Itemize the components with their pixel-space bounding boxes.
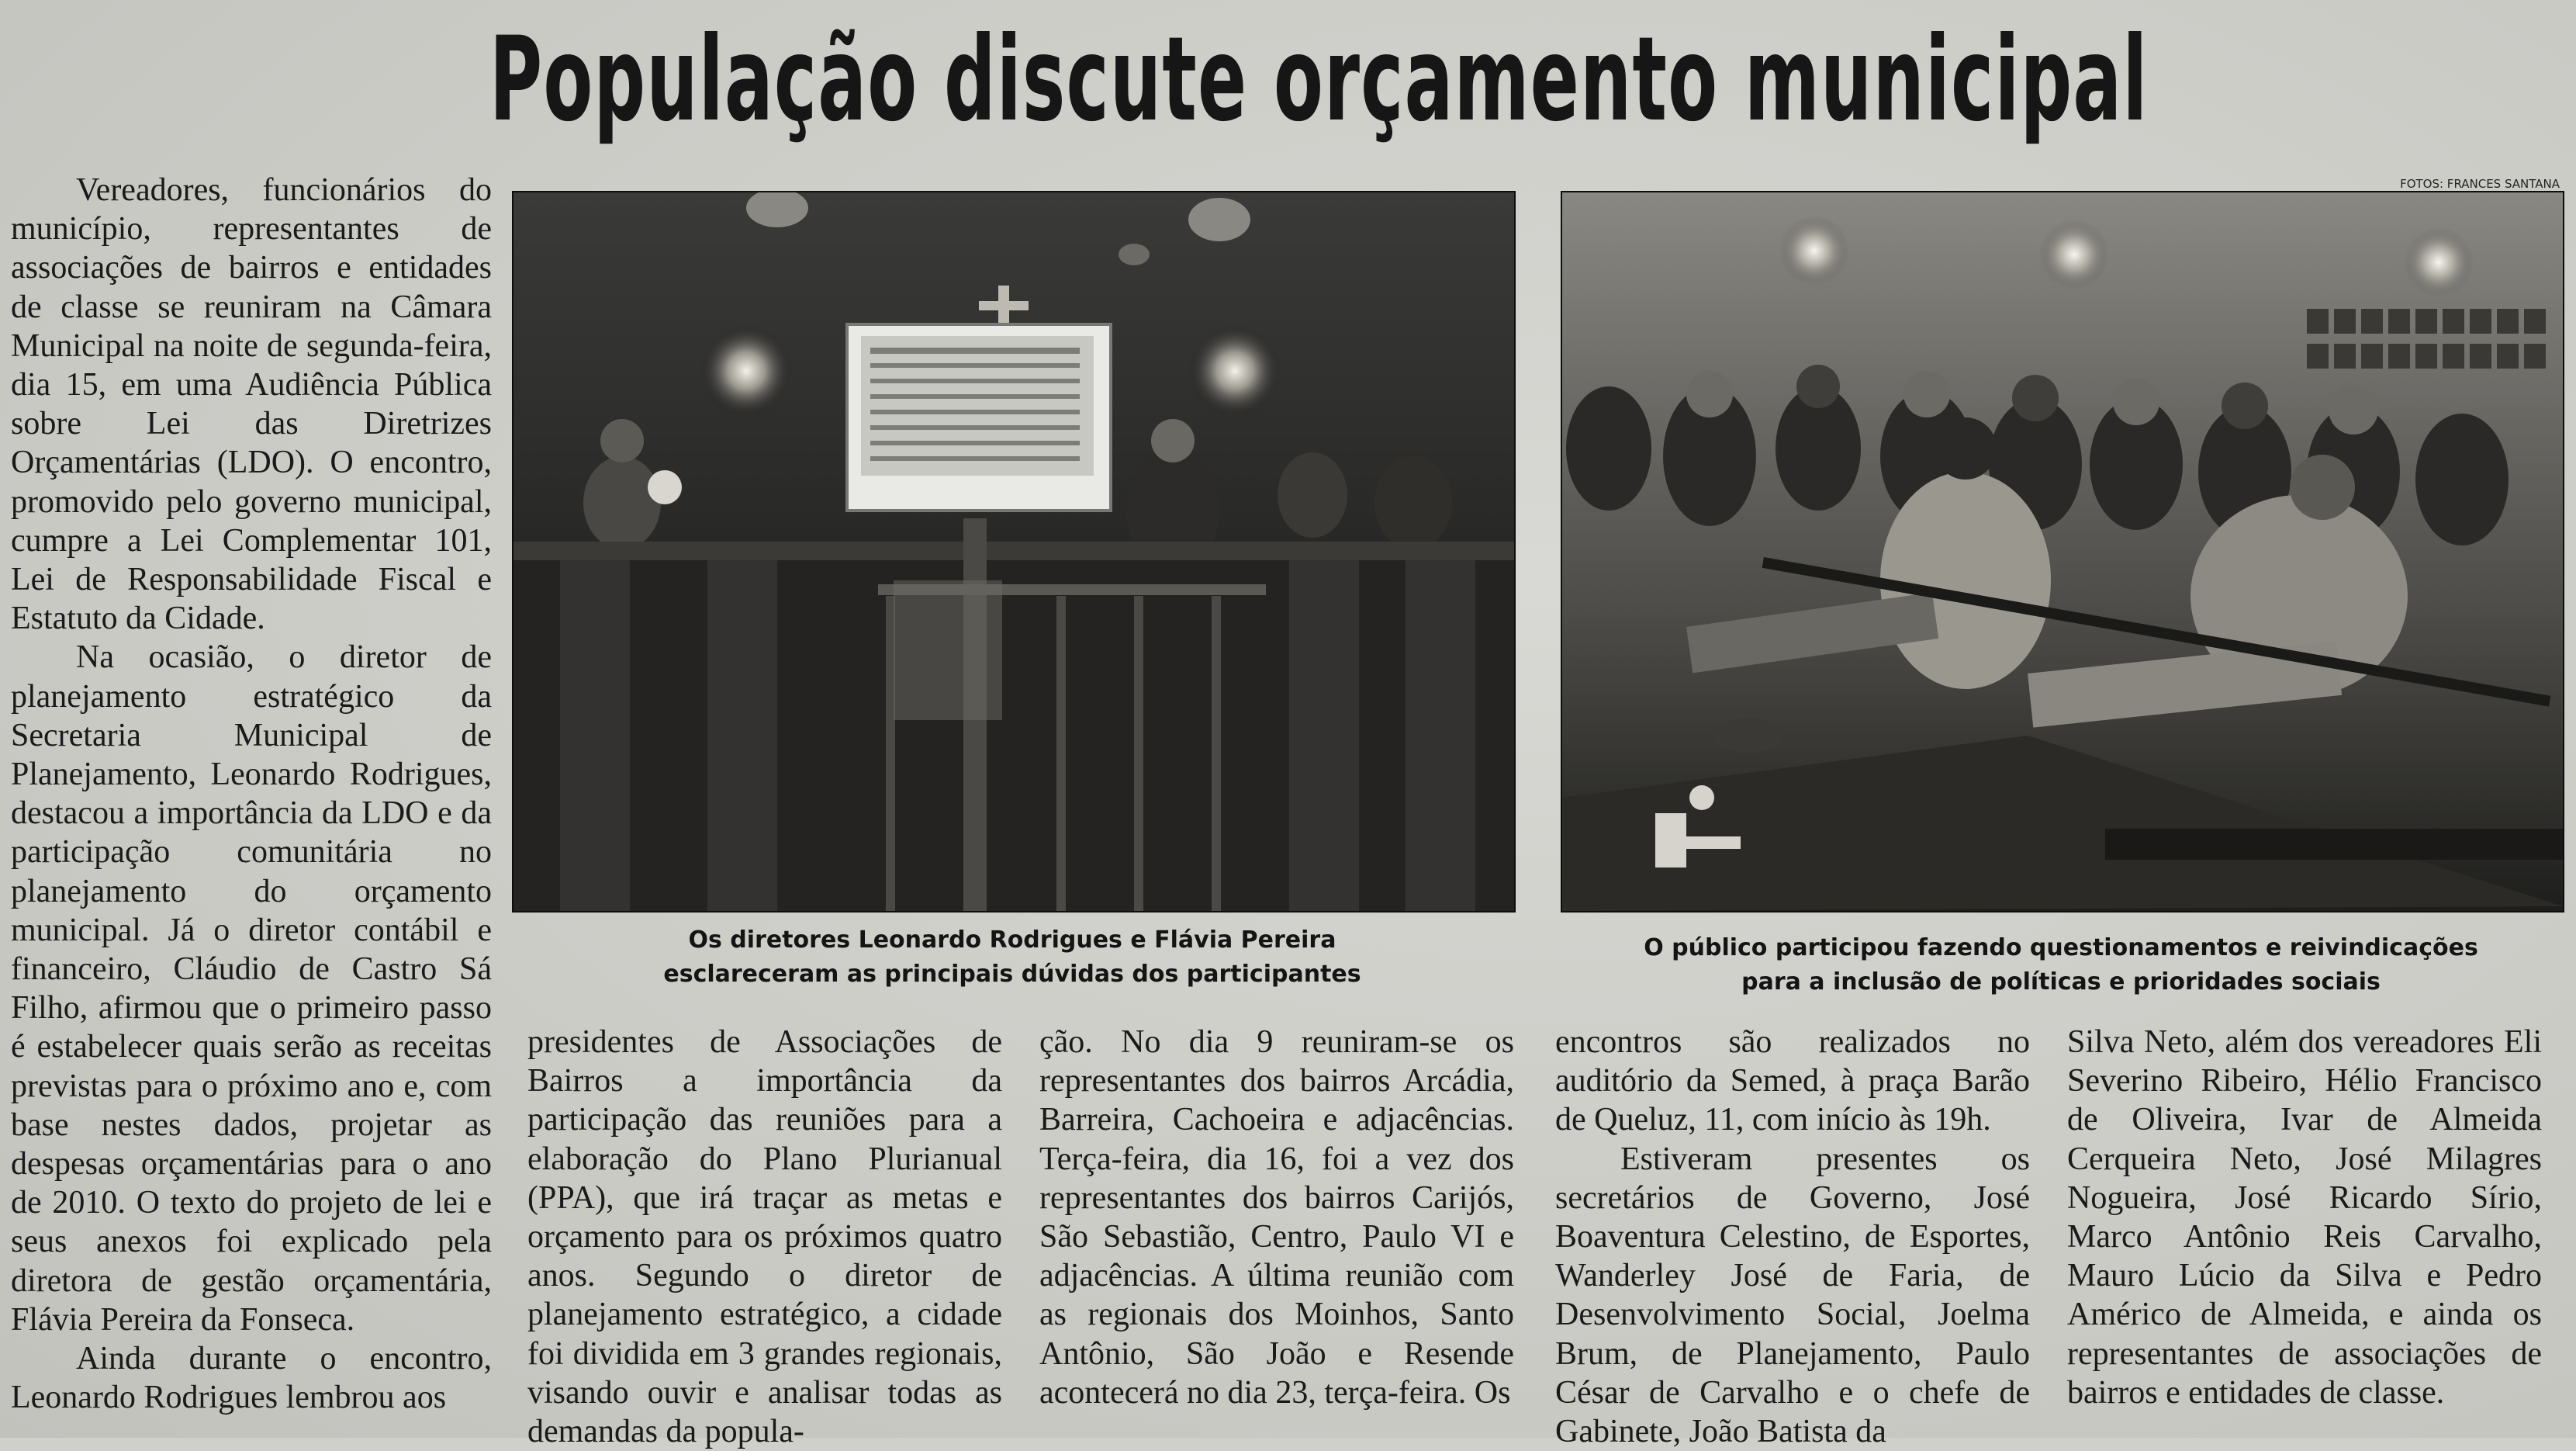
paragraph: presidentes de Associações de Bairros a importância da participação das reuniões para a elaboração do Plano Plurianual (PPA), que irá traçar as metas e orçamento para os próximos quatro anos. Segundo o diretor de planejamento estratégico, a cidade foi dividida em 3 grandes regionais, visando ouvir e analisar todas as demandas da popula-: [527, 1024, 1002, 1450]
paragraph: Vereadores, funcionários do município, representantes de associações de bairros e entidades de classe se reuniram na Câmara Municipal na noite de segunda-feira, dia 15, em uma Audiência Pública sobre Lei das Diretrizes Orçamentárias (LDO). O encontro, promovido pelo governo municipal, cumpre a Lei Complementar 101, Lei de Responsabilidade Fiscal e Estatuto da Cidade.: [11, 172, 492, 637]
caption-line: esclareceram as principais dúvidas dos participantes: [663, 961, 1361, 988]
article-column-1: [11, 171, 492, 1435]
paragraph: Ainda durante o encontro, Leonardo Rodrigues lembrou aos: [11, 1341, 492, 1416]
chamber-image: [513, 192, 1514, 911]
caption-line: para a inclusão de políticas e prioridades sociais: [1741, 968, 2381, 996]
paragraph: Na ocasião, o diretor de planejamento estratégico da Secretaria Municipal de Planejamento, Leonardo Rodrigues, destacou a importância da LDO e da participação comunitária no planejamento do orçamento municipal. Já o diretor contábil e financeiro, Cláudio de Castro Sá Filho, afirmou que o primeiro passo é estabelecer quais serão as receitas previstas para o próximo ano e, com base nestes dados, projetar as despesas orçamentárias para o ano de 2010. O texto do projeto de lei e seus anexos foi explicado pela diretora de gestão orçamentária, Flávia Pereira da Fonseca.: [11, 639, 492, 1338]
paragraph: Estiveram presentes os secretários de Governo, José Boaventura Celestino, de Esportes, Wanderley José de Faria, de Desenvolvimento Social, Joelma Brum, de Planejamento, Paulo César de Carvalho e o chefe de Gabinete, João Batista da: [1555, 1141, 2030, 1450]
photo-caption-1: [512, 923, 1513, 992]
photo-audience: [1561, 191, 2564, 913]
caption-line: O público participou fazendo questionamentos e reivindicações: [1644, 934, 2478, 961]
photo-caption-2: [1561, 931, 2561, 999]
article-column-2: [527, 1023, 1002, 1450]
photo-council-chamber: [512, 191, 1516, 913]
paragraph: Silva Neto, além dos vereadores Eli Severino Ribeiro, Hélio Francisco de Oliveira, Ivar de Almeida Cerqueira Neto, José Milagres Nogueira, José Ricardo Sírio, Marco Antônio Reis Carvalho, Mauro Lúcio da Silva e Pedro Américo de Almeida, e ainda os representantes de associações de bairros e entidades de classe.: [2067, 1024, 2542, 1411]
audience-image: [1562, 192, 2563, 911]
caption-line: Os diretores Leonardo Rodrigues e Flávia Pereira: [688, 926, 1336, 954]
paragraph: encontros são realizados no auditório da Semed, à praça Barão de Queluz, 11, com início às 19h.: [1555, 1024, 2030, 1138]
article-column-5: [2067, 1023, 2542, 1434]
paragraph: ção. No dia 9 reuniram-se os representantes dos bairros Arcádia, Barreira, Cachoeira e adjacências. Terça-feira, dia 16, foi a vez dos representantes dos bairros Carijós, São Sebastião, Centro, Paulo VI e adjacências. A última reunião com as regionais dos Moinhos, Santo Antônio, São João e Resende acontecerá no dia 23, terça-feira. Os: [1039, 1024, 1514, 1411]
headline: População discute orçamento municipal: [489, 12, 2149, 147]
article-column-4: [1555, 1023, 2030, 1450]
article-column-3: [1039, 1023, 1514, 1434]
photo-credit: FOTOS: FRANCES SANTANA: [2400, 177, 2560, 191]
